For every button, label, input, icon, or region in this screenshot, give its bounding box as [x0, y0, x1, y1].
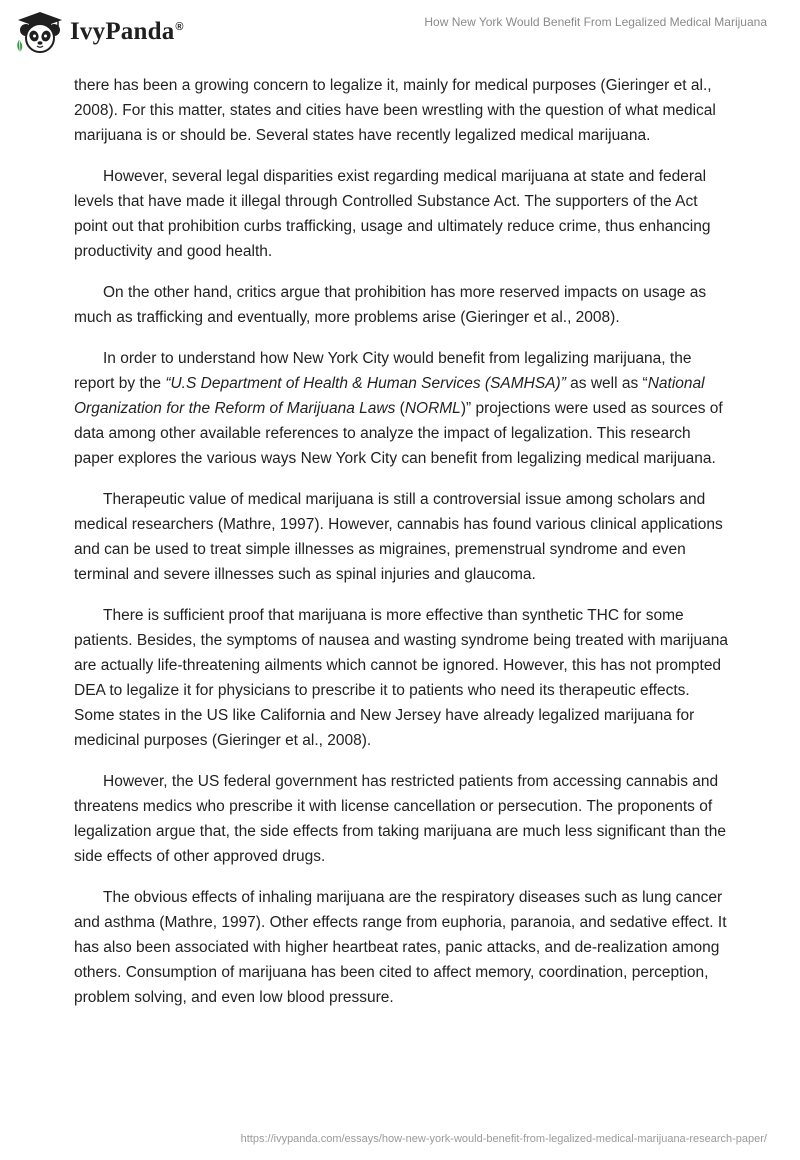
page-header	[0, 0, 800, 70]
ivypanda-logo[interactable]	[14, 10, 184, 54]
paragraph-5: Therapeutic value of medical marijuana is still a controversial issue among scholars and medical researchers (Mathre, 1997). However, cannabis has found various clinical applications and can be used to treat simple illnesses as migraines, premenstrual syndrome and even terminal and severe illnesses such as spinal injuries and glaucoma.	[74, 491, 723, 583]
panda-graduate-icon	[14, 10, 66, 54]
paragraph-7: However, the US federal government has restricted patients from accessing cannabis and threatens medics who prescribe it with license cancellation or persecution. The proponents of legalization argue that, the side effects from taking marijuana are much less significant than the side effects of other approved drugs.	[74, 773, 726, 865]
paragraph-1: there has been a growing concern to legalize it, mainly for medical purposes (Gieringer et al., 2008). For this matter, states and cities have been wrestling with the question of what medical marijuana is or should be. Several states have recently legalized medical marijuana.	[74, 77, 716, 144]
paragraph-8: The obvious effects of inhaling marijuana are the respiratory diseases such as lung cancer and asthma (Mathre, 1997). Other effects range from euphoria, paranoia, and sedative effect. It has also been associated with higher heartbeat rates, panic attacks, and de-realization among others. Consumption of marijuana has been cited to affect memory, coordination, perception, problem solving, and even low blood pressure.	[74, 889, 727, 1006]
registered-mark: ®	[175, 20, 184, 33]
norml-acronym: NORML	[404, 400, 461, 417]
paragraph-4-text-1: In order to understand how New York City would benefit from legalizing marijuana, the report by the	[74, 350, 692, 392]
paragraph-3: On the other hand, critics argue that prohibition has more reserved impacts on usage as much as trafficking and eventually, more problems arise (Gieringer et al., 2008).	[74, 284, 707, 326]
paragraph-4-text-4: )” projections were used as sources of data among other available references to analyze the impact of legalization. This research paper explores the various ways New York City can benefit from legalizing medical marijuana.	[74, 400, 723, 467]
document-title: How New York Would Benefit From Legalized Medical Marijuana	[424, 15, 767, 29]
paragraph-4-text-3: (	[395, 400, 405, 417]
paragraph-2: However, several legal disparities exist regarding medical marijuana at state and federal levels that have made it illegal through Controlled Substance Act. The supporters of the Act point out that prohibition curbs trafficking, usage and ultimately reduce crime, thus enhancing productivity and good health.	[74, 168, 711, 260]
paragraph-4	[74, 346, 734, 471]
paragraph-6: There is sufficient proof that marijuana is more effective than synthetic THC for some patients. Besides, the symptoms of nausea and wasting syndrome being treated with marijuana are actually life-threatening ailments which cannot be ignored. However, this has not prompted DEA to legalize it for physicians to prescribe it to patients who need its therapeutic effects. Some states in the US like California and New Jersey have already legalized marijuana for medicinal purposes (Gieringer et al., 2008).	[74, 607, 728, 749]
logo-text: IvyPanda®	[70, 18, 184, 45]
paragraph-4-text-2: as well as “	[565, 375, 648, 392]
norml-full-name: National Organization for the Reform of Marijuana Laws	[74, 375, 705, 417]
source-url[interactable]: https://ivypanda.com/essays/how-new-york-would-benefit-from-legalized-medical-marijuana-research-paper/	[240, 1133, 767, 1145]
samhsa-reference: “U.S Department of Health & Human Services (SAMHSA)”	[165, 375, 566, 392]
document-body	[74, 73, 734, 1026]
